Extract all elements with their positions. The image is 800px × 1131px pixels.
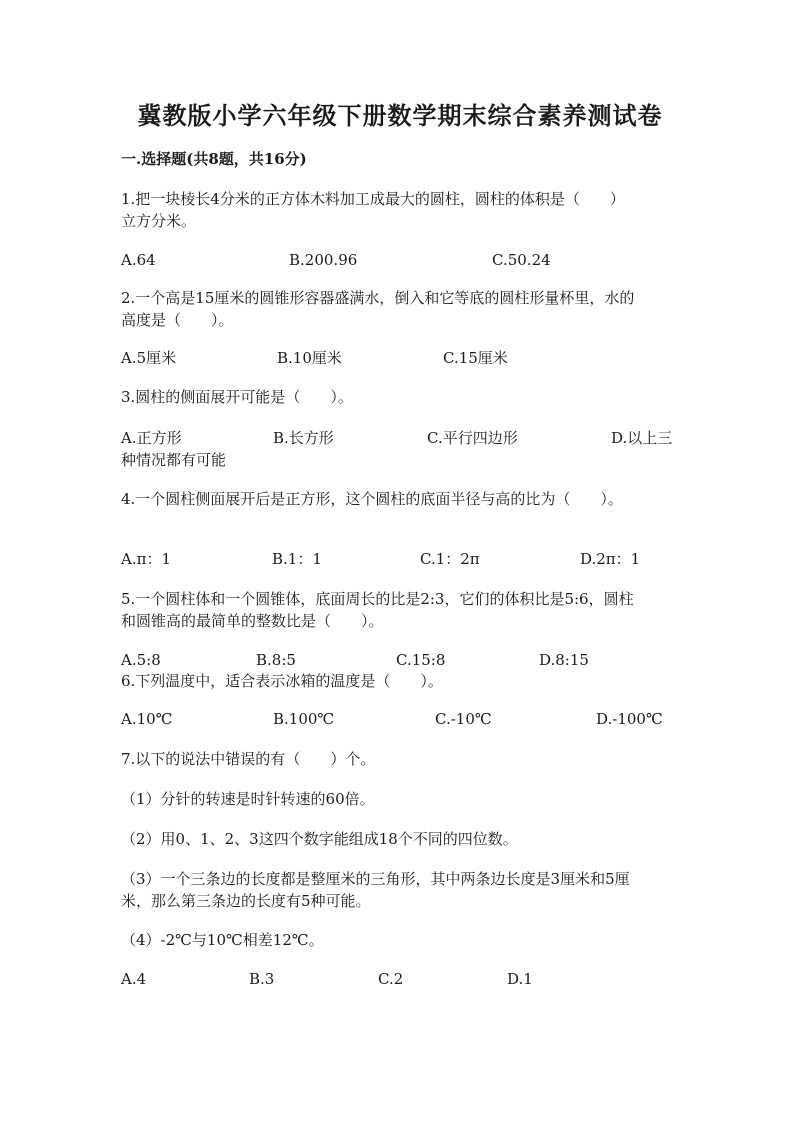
question-7-statement-4: （4）-2℃与10℃相差12℃。 [121,931,324,949]
q4-option-d: D.2π：1 [580,550,641,568]
q7-option-d: D.1 [507,970,533,988]
q4-option-b: B.1：1 [272,550,322,568]
question-3-line-1: 3.圆柱的侧面展开可能是（ ）。 [121,388,353,406]
q3-option-c: C.平行四边形 [427,429,518,447]
question-1-line-1: 1.把一块棱长4分米的正方体木料加工成最大的圆柱，圆柱的体积是（ ） [121,190,625,208]
question-2-line-1: 2.一个高是15厘米的圆锥形容器盛满水，倒入和它等底的圆柱形量杯里，水的 [121,289,635,307]
question-7-statement-3b: 米，那么第三条边的长度有5种可能。 [121,892,371,910]
q7-option-c: C.2 [378,970,404,988]
q4-option-c: C.1：2π [420,550,480,568]
question-5-line-1: 5.一个圆柱体和一个圆锥体，底面周长的比是2:3，它们的体积比是5:6，圆柱 [121,590,634,608]
q2-option-b: B.10厘米 [277,349,342,367]
q6-option-a: A.10℃ [121,710,173,728]
question-7-line-1: 7.以下的说法中错误的有（ ）个。 [121,750,376,768]
q6-option-c: C.-10℃ [435,710,492,728]
question-1-line-2: 立方分米。 [121,212,197,230]
question-6-line-1: 6.下列温度中，适合表示冰箱的温度是（ ）。 [121,672,443,690]
q3-option-d-wrap: 种情况都有可能 [121,451,227,469]
q1-option-c: C.50.24 [492,251,551,269]
q1-option-a: A.64 [121,251,156,269]
q5-option-d: D.8:15 [539,651,589,669]
question-4-line-1: 4.一个圆柱侧面展开后是正方形，这个圆柱的底面半径与高的比为（ ）。 [121,490,623,508]
section-heading: 一.选择题(共8题，共16分) [121,150,307,168]
q6-option-b: B.100℃ [273,710,335,728]
question-5-line-2: 和圆锥高的最简单的整数比是（ ）。 [121,612,384,630]
q3-option-a: A.正方形 [121,429,182,447]
q7-option-a: A.4 [121,970,147,988]
q2-option-a: A.5厘米 [121,349,177,367]
question-2-line-2: 高度是（ ）。 [121,311,234,329]
q7-option-b: B.3 [249,970,275,988]
q5-option-b: B.8:5 [256,651,296,669]
question-7-statement-1: （1）分针的转速是时针转速的60倍。 [121,790,375,808]
q3-option-b: B.长方形 [273,429,334,447]
q5-option-c: C.15:8 [396,651,446,669]
q1-option-b: B.200.96 [289,251,358,269]
q3-option-d: D.以上三 [611,429,673,447]
q2-option-c: C.15厘米 [443,349,508,367]
question-7-statement-3a: （3）一个三条边的长度都是整厘米的三角形，其中两条边长度是3厘米和5厘 [121,870,630,888]
q5-option-a: A.5:8 [121,651,161,669]
page-title: 冀教版小学六年级下册数学期末综合素养测试卷 [137,101,663,130]
q6-option-d: D.-100℃ [596,710,663,728]
q4-option-a: A.π：1 [121,550,172,568]
question-7-statement-2: （2）用0、1、2、3这四个数字能组成18个不同的四位数。 [121,830,518,848]
